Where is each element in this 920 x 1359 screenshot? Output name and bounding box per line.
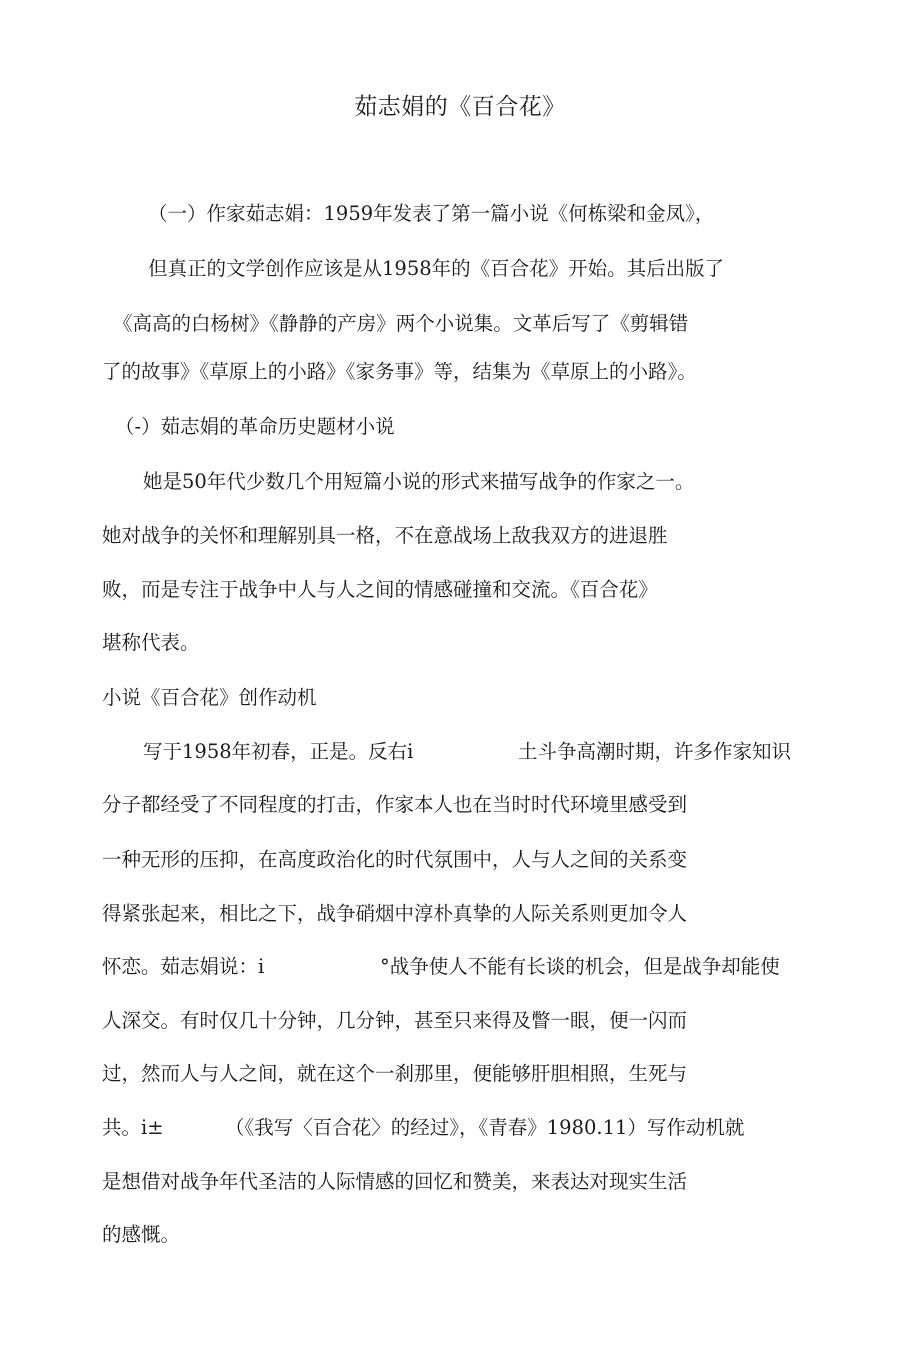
text-line: 是想借对战争年代圣洁的人际情感的回忆和赞美，来表达对现实生活 [102, 1170, 688, 1193]
document-title: 茹志娟的《百合花》 [354, 94, 566, 120]
text-line: （《我写〈百合花〉的经过》，《青春》1980.11）写作动机就 [225, 1116, 745, 1139]
text-line: 了的故事》《草原上的小路》《家务事》等，结集为《草原上的小路》。 [102, 360, 697, 383]
text-line: 一种无形的压抑，在高度政治化的时代氛围中，人与人之间的关系变 [102, 848, 688, 871]
text-line: 共。i± [102, 1116, 164, 1139]
text-line: 的感慨。 [102, 1223, 181, 1246]
text-line: 她对战争的关怀和理解别具一格，不在意战场上敌我双方的进退胜 [102, 524, 668, 547]
text-line: 写于1958年初春，正是。反右i [143, 740, 414, 763]
text-line: °战争使人不能有长谈的机会，但是战争却能使 [380, 955, 780, 978]
text-line: 败，而是专注于战争中人与人之间的情感碰撞和交流。《百合花》 [102, 578, 658, 601]
section-heading: （-）茹志娟的革命历史题材小说 [115, 415, 395, 438]
text-line: 她是50年代少数几个用短篇小说的形式来描写战争的作家之一。 [143, 470, 695, 493]
text-line: 过，然而人与人之间，就在这个一刹那里，便能够肝胆相照，生死与 [102, 1062, 688, 1085]
section-heading: 小说《百合花》创作动机 [102, 686, 317, 709]
text-line: 堪称代表。 [102, 631, 200, 654]
text-line: （一）作家茹志娟：1959年发表了第一篇小说《何栋梁和金凤》， [148, 202, 715, 225]
text-line: 怀恋。茹志娟说：i [102, 955, 265, 978]
text-line: 土斗争高潮时期，许多作家知识 [518, 740, 792, 763]
text-line: 分子都经受了不同程度的打击，作家本人也在当时时代环境里感受到 [102, 793, 688, 816]
text-line: 得紧张起来，相比之下，战争硝烟中淳朴真挚的人际关系则更加令人 [102, 902, 688, 925]
text-line: 人深交。有时仅几十分钟，几分钟，甚至只来得及瞥一眼，便一闪而 [102, 1009, 688, 1032]
text-line: 但真正的文学创作应该是从1958年的《百合花》开始。其后出版了 [148, 257, 725, 280]
text-line: 《高高的白杨树》《静静的产房》两个小说集。文革后写了《剪辑错 [113, 312, 689, 335]
